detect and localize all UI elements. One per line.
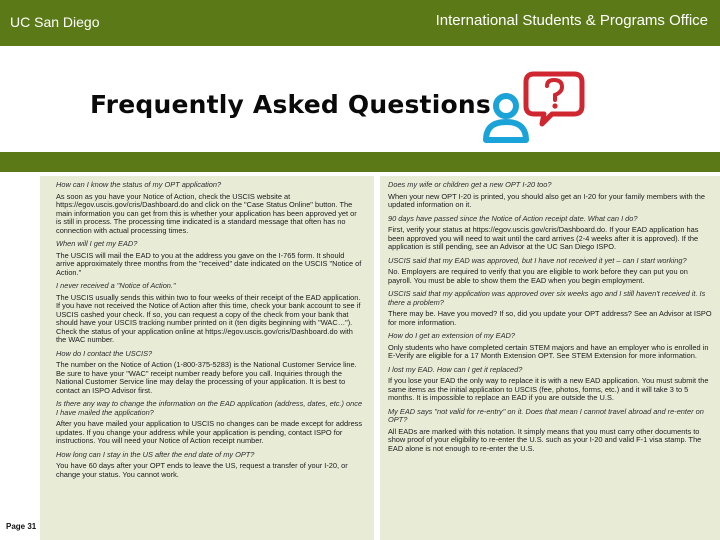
- office-name: International Students & Programs Office: [435, 12, 708, 29]
- page-number: Page 31: [6, 522, 37, 531]
- faq-question: Is there any way to change the information on the EAD application (address, dates, etc.) once I have mailed the application?: [56, 399, 363, 417]
- faq-answer: Only students who have completed certain STEM majors and have an employer who is enrolled in E-Verify are eligible for a 17 Month Extension OPT. See STEM Extension for more information.: [388, 342, 709, 360]
- faq-answer: The USCIS will mail the EAD to you at the address you gave on the I-765 form. It should arrive approximately three months from the "received" date indicated on the USCIS "Notice of Action.": [56, 250, 362, 277]
- faq-answer: If you lose your EAD the only way to replace it is with a new EAD application. You must submit the same items as the initial application to USCIS (fee, photos, forms, etc.) and it will take 3 to 5 months. It is impossible to replace an EAD if you are outside the U.S.: [388, 376, 709, 402]
- faq-answer: After you have mailed your application to USCIS no changes can be made except for address updates. If you change your address while your application is pending, contact ISPO for instructions. You will need your Notice of Action receipt number.: [56, 419, 363, 445]
- faq-question: Does my wife or children get a new OPT I-20 too?: [388, 180, 552, 189]
- faq-answer: You have 60 days after your OPT ends to leave the US, request a transfer of your I-20, or change your status. You cannot work.: [56, 461, 348, 479]
- university-name: UC San Diego: [10, 14, 100, 30]
- faq-question: My EAD says "not valid for re-entry" on it. Does that mean I cannot travel abroad and re-enter on OPT?: [388, 406, 704, 424]
- faq-question: How can I know the status of my OPT application?: [56, 180, 222, 189]
- faq-question: I lost my EAD. How can I get it replaced?: [388, 364, 523, 374]
- faq-column-right: [380, 176, 720, 540]
- faq-question: How do I contact the USCIS?: [56, 348, 153, 358]
- faq-answer: When your new OPT I-20 is printed, you should also get an I-20 for your family members with the updated information on it.: [388, 191, 705, 209]
- header-bar: [0, 0, 720, 46]
- faq-question: How long can I stay in the US after the end date of my OPT?: [56, 449, 255, 459]
- faq-question: When will I get my EAD?: [56, 239, 138, 248]
- faq-question: 90 days have passed since the Notice of Action receipt date. What can I do?: [388, 213, 638, 223]
- faq-answer: No. Employers are required to verify that you are eligible to work before they can put you on payroll. You must be able to show them the EAD when you begin employment.: [388, 267, 688, 285]
- faq-column-left: [40, 176, 374, 540]
- faq-question: How do I get an extension of my EAD?: [388, 331, 515, 340]
- faq-answer: First, verify your status at https://egov.uscis.gov/cris/Dashboard.do. If your EAD application has been approved you will need to wait until the card arrives (2-4 weeks after it is approved). If the application is still pending, see an Advisor at the UC San Diego ISPO.: [388, 225, 699, 251]
- faq-question: I never received a "Notice of Action.": [56, 281, 176, 290]
- faq-question: USCIS said that my EAD was approved, but I have not received it yet – can I start working?: [388, 255, 687, 265]
- faq-question: USCIS said that my application was approved over six weeks ago and I still haven't received it. Is there a problem?: [388, 289, 706, 307]
- faq-answer: All EADs are marked with this notation. It simply means that you must carry other documents to show proof of your eligibility to re-enter the U.S. such as your I-20 and valid F-1 visa stamp. The EAD alone is not enough to re-enter the U.S.: [388, 426, 702, 453]
- section-band: [0, 152, 720, 172]
- person-question-icon: [478, 68, 588, 148]
- faq-answer: The USCIS usually sends this within two to four weeks of their receipt of the EAD application. If you have not received the Notice of Action after this time, check your bank account to see if USCIS cashed your check. If so, you can request a copy of the check from your bank that should have your USCIS tracking number printed on it (ten digits beginning with "WAC…"). Check the status of your application online at https://egov.uscis.gov/cris/Dashboard.do with the WAC number.: [56, 292, 361, 344]
- page-title: Frequently Asked Questions: [90, 90, 491, 119]
- faq-answer: As soon as you have your Notice of Action, check the USCIS website at https://egov.uscis.gov/cris/Dashboard.do and click on the "Case Status Online" button. The main information you can get from this is whether your application has been approved yet or is still in process. The processing time indicated is a standard message that often has no connection with actual processing times.: [56, 191, 357, 235]
- faq-answer: There may be. Have you moved? If so, did you update your OPT address? See an Advisor at ISPO for more information.: [388, 309, 712, 327]
- faq-answer: The number on the Notice of Action (1-800-375-5283) is the National Customer Service line. Be sure to have your "WAC" receipt number ready before you call. Inquiries through the National Customer Service line may delay the processing of your application. It is best to contact an ISPO Advisor first.: [56, 360, 357, 395]
